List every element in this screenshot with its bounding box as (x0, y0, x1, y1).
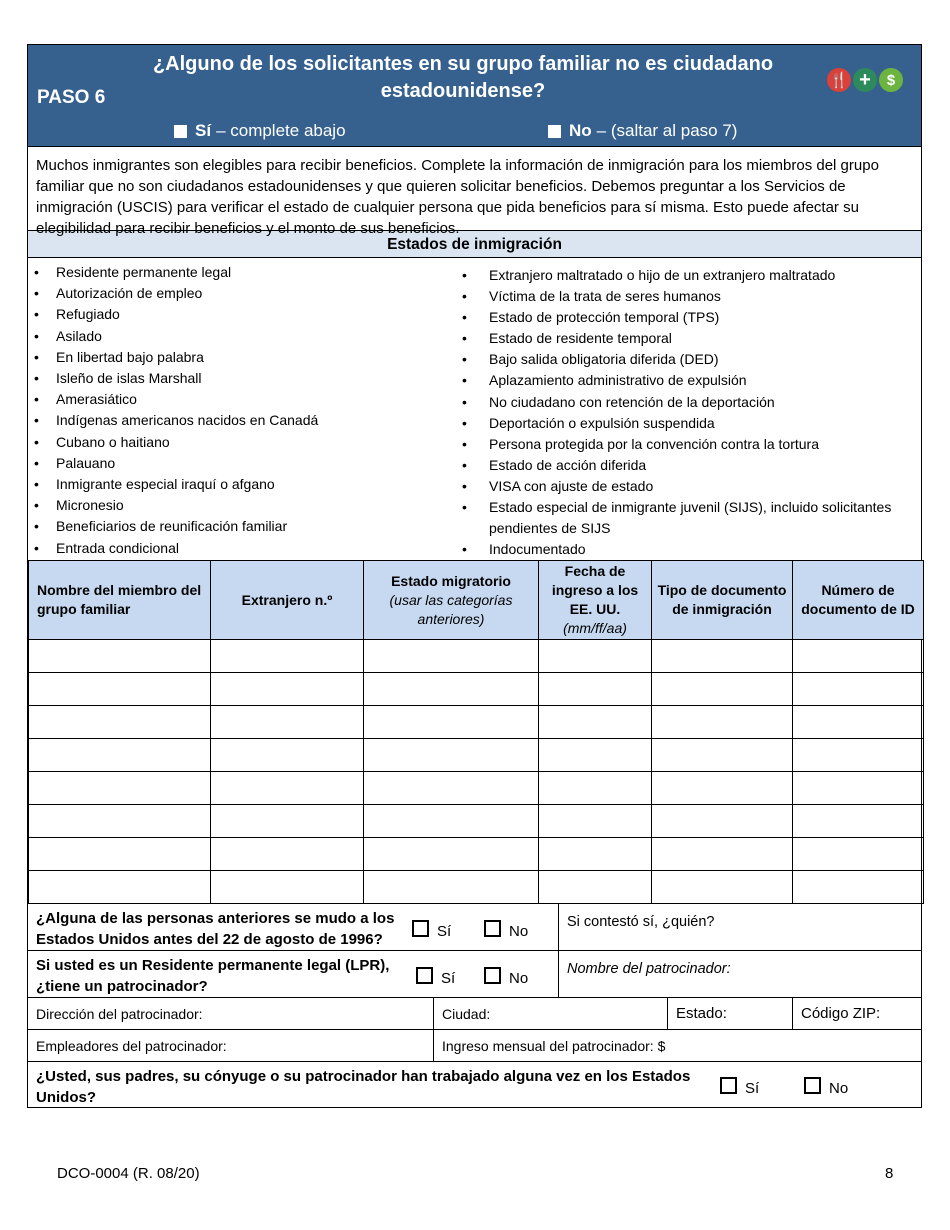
question-1996-text: ¿Alguna de las personas anteriores se mudo a los Estados Unidos antes del 22 de agosto de 1996? (36, 910, 395, 948)
q1-no-option[interactable] (484, 904, 558, 950)
no-note: – (saltar al paso 7) (596, 121, 738, 140)
table-cell[interactable] (793, 805, 924, 838)
table-cell[interactable] (793, 640, 924, 673)
status-item: • Entrada condicional (28, 538, 428, 559)
city-field[interactable]: Ciudad: (433, 998, 667, 1029)
step-header (28, 45, 921, 146)
table-cell[interactable] (364, 838, 539, 871)
status-item: • Bajo salida obligatoria diferida (DED) (455, 349, 895, 370)
q3-yes-label: Sí (745, 1080, 760, 1097)
status-item: • Beneficiarios de reunificación familiar (28, 516, 428, 537)
table-cell[interactable] (211, 739, 364, 772)
status-item: • Inmigrante especial iraquí o afgano (28, 474, 428, 495)
status-item: • Extranjero maltratado o hijo de un extranjero maltratado (455, 265, 895, 286)
table-row (29, 805, 924, 838)
col-header-entry-date-label: Fecha de ingreso a los EE. UU. (551, 563, 639, 617)
q2-yes-option[interactable] (404, 951, 484, 997)
col-header-alien-no: Extranjero n.º (211, 561, 364, 640)
no-option[interactable] (548, 121, 737, 141)
col-header-member: Nombre del miembro del grupo familiar (29, 561, 211, 640)
question-worked-row (28, 1061, 921, 1107)
zip-field[interactable]: Código ZIP: (792, 998, 921, 1029)
table-cell[interactable] (652, 838, 793, 871)
no-label: No (569, 121, 592, 140)
table-row (29, 706, 924, 739)
status-item: • Indígenas americanos nacidos en Canadá (28, 410, 428, 431)
status-item: • VISA con ajuste de estado (455, 476, 895, 497)
table-row (29, 739, 924, 772)
table-cell[interactable] (652, 805, 793, 838)
status-item: • Deportación o expulsión suspendida (455, 413, 895, 434)
status-item: • Cubano o haitiano (28, 432, 428, 453)
table-cell[interactable] (29, 772, 211, 805)
q1-no-checkbox[interactable] (484, 920, 501, 937)
yes-note: – complete abajo (216, 121, 346, 140)
q1-who-field[interactable]: Si contestó sí, ¿quién? (558, 904, 921, 950)
table-row (29, 673, 924, 706)
yes-checkbox[interactable] (174, 125, 187, 138)
q2-no-checkbox[interactable] (484, 967, 501, 984)
status-item: • Estado de residente temporal (455, 328, 895, 349)
money-icon: $ (879, 68, 903, 92)
table-row (29, 772, 924, 805)
step-question-title: ¿Alguno de los solicitantes en su grupo familiar no es ciudadano estadounidense? (152, 53, 774, 102)
status-item: • Asilado (28, 326, 428, 347)
table-cell[interactable] (29, 871, 211, 904)
sponsor-employers-row (28, 1029, 921, 1061)
col-header-status (364, 561, 539, 640)
status-item: • Palauano (28, 453, 428, 474)
col-header-entry-date (539, 561, 652, 640)
statuses-list (28, 258, 921, 560)
table-cell[interactable] (211, 838, 364, 871)
status-item: • Micronesio (28, 495, 428, 516)
table-cell[interactable] (364, 673, 539, 706)
table-cell[interactable] (793, 838, 924, 871)
question-1996-row (28, 904, 921, 950)
q3-no-label: No (829, 1080, 849, 1097)
sponsor-income-field[interactable]: Ingreso mensual del patrocinador: $ (433, 1030, 921, 1061)
table-cell[interactable] (364, 871, 539, 904)
status-item: • Estado especial de inmigrante juvenil (SIJS), incluido solicitantes pendientes de SIJS (455, 497, 895, 539)
table-cell[interactable] (652, 772, 793, 805)
table-cell[interactable] (29, 706, 211, 739)
col-header-doc-number: Número de documento de ID (793, 561, 924, 640)
table-row (29, 640, 924, 673)
table-cell[interactable] (211, 805, 364, 838)
table-cell[interactable] (793, 739, 924, 772)
table-cell[interactable] (29, 673, 211, 706)
table-cell[interactable] (652, 640, 793, 673)
q2-yes-label: Sí (441, 969, 456, 987)
table-cell[interactable] (539, 640, 652, 673)
status-item: • Víctima de la trata de seres humanos (455, 286, 895, 307)
status-item: • Amerasiático (28, 389, 428, 410)
q1-yes-option[interactable] (404, 904, 484, 950)
question-worked-text: ¿Usted, sus padres, su cónyuge o su patrocinador han trabajado alguna vez en los Estados Unidos? (36, 1068, 691, 1106)
table-cell[interactable] (364, 739, 539, 772)
state-field[interactable]: Estado: (667, 998, 792, 1029)
no-checkbox[interactable] (548, 125, 561, 138)
q2-no-label: No (509, 969, 529, 987)
table-cell[interactable] (539, 739, 652, 772)
table-cell[interactable] (652, 706, 793, 739)
table-cell[interactable] (364, 805, 539, 838)
table-cell[interactable] (539, 706, 652, 739)
program-icons (827, 68, 903, 92)
col-header-doc-type: Tipo de documento de inmigración (652, 561, 793, 640)
sponsor-address-field[interactable]: Dirección del patrocinador: (36, 1005, 203, 1022)
statuses-title: Estados de inmigración (28, 230, 921, 258)
status-item: • Persona protegida por la convención contra la tortura (455, 434, 895, 455)
q1-yes-checkbox[interactable] (412, 920, 429, 937)
step-label: PASO 6 (37, 87, 106, 108)
table-cell[interactable] (29, 739, 211, 772)
table-cell[interactable] (364, 772, 539, 805)
page-number: 8 (885, 1165, 894, 1182)
q3-no-checkbox[interactable] (804, 1077, 821, 1094)
table-cell[interactable] (364, 640, 539, 673)
col-header-status-label: Estado migratorio (391, 572, 511, 589)
sponsor-name-field[interactable]: Nombre del patrocinador: (558, 951, 921, 997)
table-cell[interactable] (211, 871, 364, 904)
status-item: • Estado de protección temporal (TPS) (455, 307, 895, 328)
table-cell[interactable] (211, 673, 364, 706)
yes-label: Sí (195, 121, 212, 140)
statuses-left-column (28, 262, 428, 559)
status-item: • Residente permanente legal (28, 262, 428, 283)
col-header-status-note: (usar las categorías anteriores) (389, 591, 513, 627)
table-cell[interactable] (793, 772, 924, 805)
q3-yes-checkbox[interactable] (720, 1077, 737, 1094)
yes-option[interactable] (174, 121, 346, 141)
table-row (29, 838, 924, 871)
q2-yes-checkbox[interactable] (416, 967, 433, 984)
health-plus-icon: + (853, 68, 877, 92)
q3-no-option[interactable] (792, 1062, 921, 1107)
table-cell[interactable] (539, 838, 652, 871)
form-code: DCO-0004 (R. 08/20) (57, 1165, 200, 1182)
table-row (29, 871, 924, 904)
table-cell[interactable] (652, 739, 793, 772)
table-cell[interactable] (793, 706, 924, 739)
table-cell[interactable] (652, 871, 793, 904)
question-sponsor-text: Si usted es un Residente permanente legal (LPR), ¿tiene un patrocinador? (36, 957, 390, 995)
status-item: • Aplazamiento administrativo de expulsión (455, 370, 895, 391)
status-item: • Indocumentado (455, 539, 895, 560)
food-icon: 🍴 (827, 68, 851, 92)
table-cell[interactable] (364, 706, 539, 739)
status-item: • Isleño de islas Marshall (28, 368, 428, 389)
status-item: • En libertad bajo palabra (28, 347, 428, 368)
table-cell[interactable] (539, 673, 652, 706)
table-cell[interactable] (29, 838, 211, 871)
sponsor-address-row (28, 997, 921, 1029)
question-sponsor-row (28, 950, 921, 997)
col-header-entry-date-note: (mm/ff/aa) (563, 620, 627, 636)
table-cell[interactable] (539, 805, 652, 838)
table-cell[interactable] (793, 673, 924, 706)
table-cell[interactable] (29, 805, 211, 838)
status-item: • Autorización de empleo (28, 283, 428, 304)
q1-no-label: No (509, 922, 529, 940)
table-cell[interactable] (793, 871, 924, 904)
status-item: • Refugiado (28, 304, 428, 325)
table-cell[interactable] (539, 772, 652, 805)
table-cell[interactable] (211, 706, 364, 739)
table-cell[interactable] (211, 772, 364, 805)
q3-yes-option[interactable] (704, 1062, 792, 1107)
table-cell[interactable] (539, 871, 652, 904)
intro-paragraph: Muchos inmigrantes son elegibles para recibir beneficios. Complete la información de inmigración para los miembros del grupo familiar que no son ciudadanos estadounidenses y que quieren solicitar beneficios. Debemos preguntar a los Servicios de inmigración (USCIS) para verificar el estado de cualquier persona que pida beneficios para sí misma. Esto puede afectar su elegibilidad para recibir beneficios y el monto de sus beneficios. (28, 146, 921, 230)
immigration-table (28, 560, 924, 904)
q1-yes-label: Sí (437, 922, 452, 940)
table-cell[interactable] (652, 673, 793, 706)
sponsor-employers-field[interactable]: Empleadores del patrocinador: (36, 1037, 227, 1054)
step6-form (27, 44, 922, 1108)
q2-no-option[interactable] (484, 951, 558, 997)
statuses-right-column (455, 265, 895, 560)
status-item: • No ciudadano con retención de la deportación (455, 392, 895, 413)
table-cell[interactable] (211, 640, 364, 673)
status-item: • Estado de acción diferida (455, 455, 895, 476)
table-cell[interactable] (29, 640, 211, 673)
